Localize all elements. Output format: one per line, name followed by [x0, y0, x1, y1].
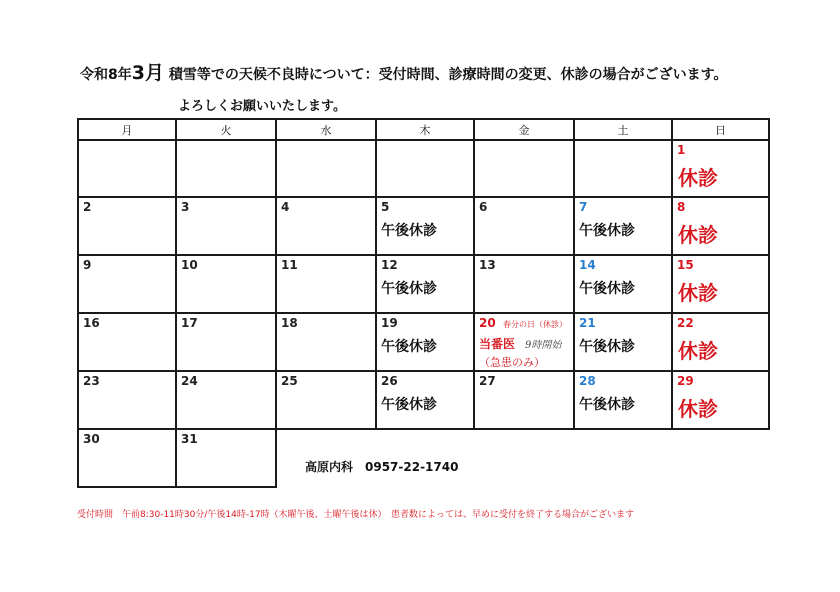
day-cell-9 [78, 255, 176, 313]
day-cell-29 [672, 371, 769, 429]
day-cell-30 [78, 429, 176, 487]
weekday-sat: 土 [574, 119, 672, 140]
title-month: 3月 [131, 62, 164, 84]
day-number: 27 [479, 374, 496, 388]
day-number: 11 [281, 258, 298, 272]
day-cell-12 [376, 255, 474, 313]
day-cell-6 [474, 197, 574, 255]
day-cell-31 [176, 429, 276, 487]
day-cell-16 [78, 313, 176, 371]
day-number: 4 [281, 200, 290, 214]
day-cell-17 [176, 313, 276, 371]
week-row [78, 255, 769, 313]
page-subtitle: よろしくお願いいたします。 [178, 99, 346, 114]
day-cell-26 [376, 371, 474, 429]
weekday-fri: 金 [474, 119, 574, 140]
day-cell-7 [574, 197, 672, 255]
day-number: 16 [83, 316, 100, 330]
day-cell-blank [78, 140, 176, 197]
closed-label: 休診 [678, 166, 718, 190]
afternoon-closed-label: 午後休診 [381, 397, 437, 413]
holiday-label: 春分の日（休診） [503, 320, 567, 329]
day-cell-blank [474, 140, 574, 197]
closed-label: 休診 [678, 339, 718, 363]
afternoon-closed-label: 午後休診 [381, 339, 437, 355]
emergency-only-label: （急患のみ） [479, 356, 545, 369]
clinic-contact: 高原内科 0957-22-1740 [305, 460, 459, 474]
day-cell-24 [176, 371, 276, 429]
day-cell-15 [672, 255, 769, 313]
day-cell-20 [474, 313, 574, 371]
day-number: 18 [281, 316, 298, 330]
calendar-table [77, 118, 770, 488]
weekday-thu: 木 [376, 119, 474, 140]
day-cell-blank [574, 140, 672, 197]
afternoon-closed-label: 午後休診 [381, 281, 437, 297]
day-number: 21 [579, 316, 596, 330]
day-cell-2 [78, 197, 176, 255]
day-number: 5 [381, 200, 390, 214]
day-number: 9 [83, 258, 92, 272]
weekday-sun: 日 [672, 119, 769, 140]
day-cell-4 [276, 197, 376, 255]
day-cell-19 [376, 313, 474, 371]
day-number: 7 [579, 200, 588, 214]
weekday-tue: 火 [176, 119, 276, 140]
day-cell-3 [176, 197, 276, 255]
week-row [78, 197, 769, 255]
afternoon-closed-label: 午後休診 [381, 223, 437, 239]
day-cell-14 [574, 255, 672, 313]
day-cell-5 [376, 197, 474, 255]
day-cell-27 [474, 371, 574, 429]
day-cell-blank [276, 140, 376, 197]
day-cell-18 [276, 313, 376, 371]
reception-hours-note: 受付時間 午前8:30-11時30分/午後14時-17時（木曜午後、土曜午後は休） 患者数によっては、早めに受付を終了する場合がございます [77, 510, 635, 520]
day-number: 29 [677, 374, 694, 388]
day-cell-10 [176, 255, 276, 313]
day-number: 3 [181, 200, 190, 214]
day-number: 23 [83, 374, 100, 388]
title-text: 積雪等での天候不良時について：受付時間、診療時間の変更、休診の場合がございます。 [168, 67, 728, 83]
weekday-mon: 月 [78, 119, 176, 140]
page-title [80, 58, 727, 85]
week-row [78, 313, 769, 371]
day-number: 2 [83, 200, 92, 214]
day-number: 15 [677, 258, 694, 272]
day-cell-21 [574, 313, 672, 371]
afternoon-closed-label: 午後休診 [579, 281, 635, 297]
day-cell-28 [574, 371, 672, 429]
day-number: 10 [181, 258, 198, 272]
weekday-header-row [78, 119, 769, 140]
day-cell-25 [276, 371, 376, 429]
day-number: 30 [83, 432, 100, 446]
week-row [78, 371, 769, 429]
day-number: 8 [677, 200, 686, 214]
day-cell-1 [672, 140, 769, 197]
day-cell-11 [276, 255, 376, 313]
day-number: 20 [479, 316, 496, 330]
day-number: 28 [579, 374, 596, 388]
day-number: 12 [381, 258, 398, 272]
afternoon-closed-label: 午後休診 [579, 223, 635, 239]
day-number: 14 [579, 258, 596, 272]
day-cell-blank [176, 140, 276, 197]
day-cell-22 [672, 313, 769, 371]
day-cell-23 [78, 371, 176, 429]
day-number: 24 [181, 374, 198, 388]
closed-label: 休診 [678, 281, 718, 305]
day-number: 31 [181, 432, 198, 446]
day-number: 19 [381, 316, 398, 330]
title-prefix: 令和8年 [80, 67, 132, 83]
closed-label: 休診 [678, 397, 718, 421]
afternoon-closed-label: 午後休診 [579, 339, 635, 355]
day-cell-13 [474, 255, 574, 313]
afternoon-closed-label: 午後休診 [579, 397, 635, 413]
day-cell-8 [672, 197, 769, 255]
day-number: 26 [381, 374, 398, 388]
day-number: 13 [479, 258, 496, 272]
day-number: 22 [677, 316, 694, 330]
day-number: 25 [281, 374, 298, 388]
day-cell-blank [376, 140, 474, 197]
day-number: 1 [677, 143, 686, 157]
closed-label: 休診 [678, 223, 718, 247]
weekday-wed: 水 [276, 119, 376, 140]
day-number: 17 [181, 316, 198, 330]
on-duty-label: 当番医 [479, 337, 516, 351]
week-row [78, 140, 769, 197]
handwritten-note: 9時開始 [525, 340, 562, 351]
day-number: 6 [479, 200, 488, 214]
